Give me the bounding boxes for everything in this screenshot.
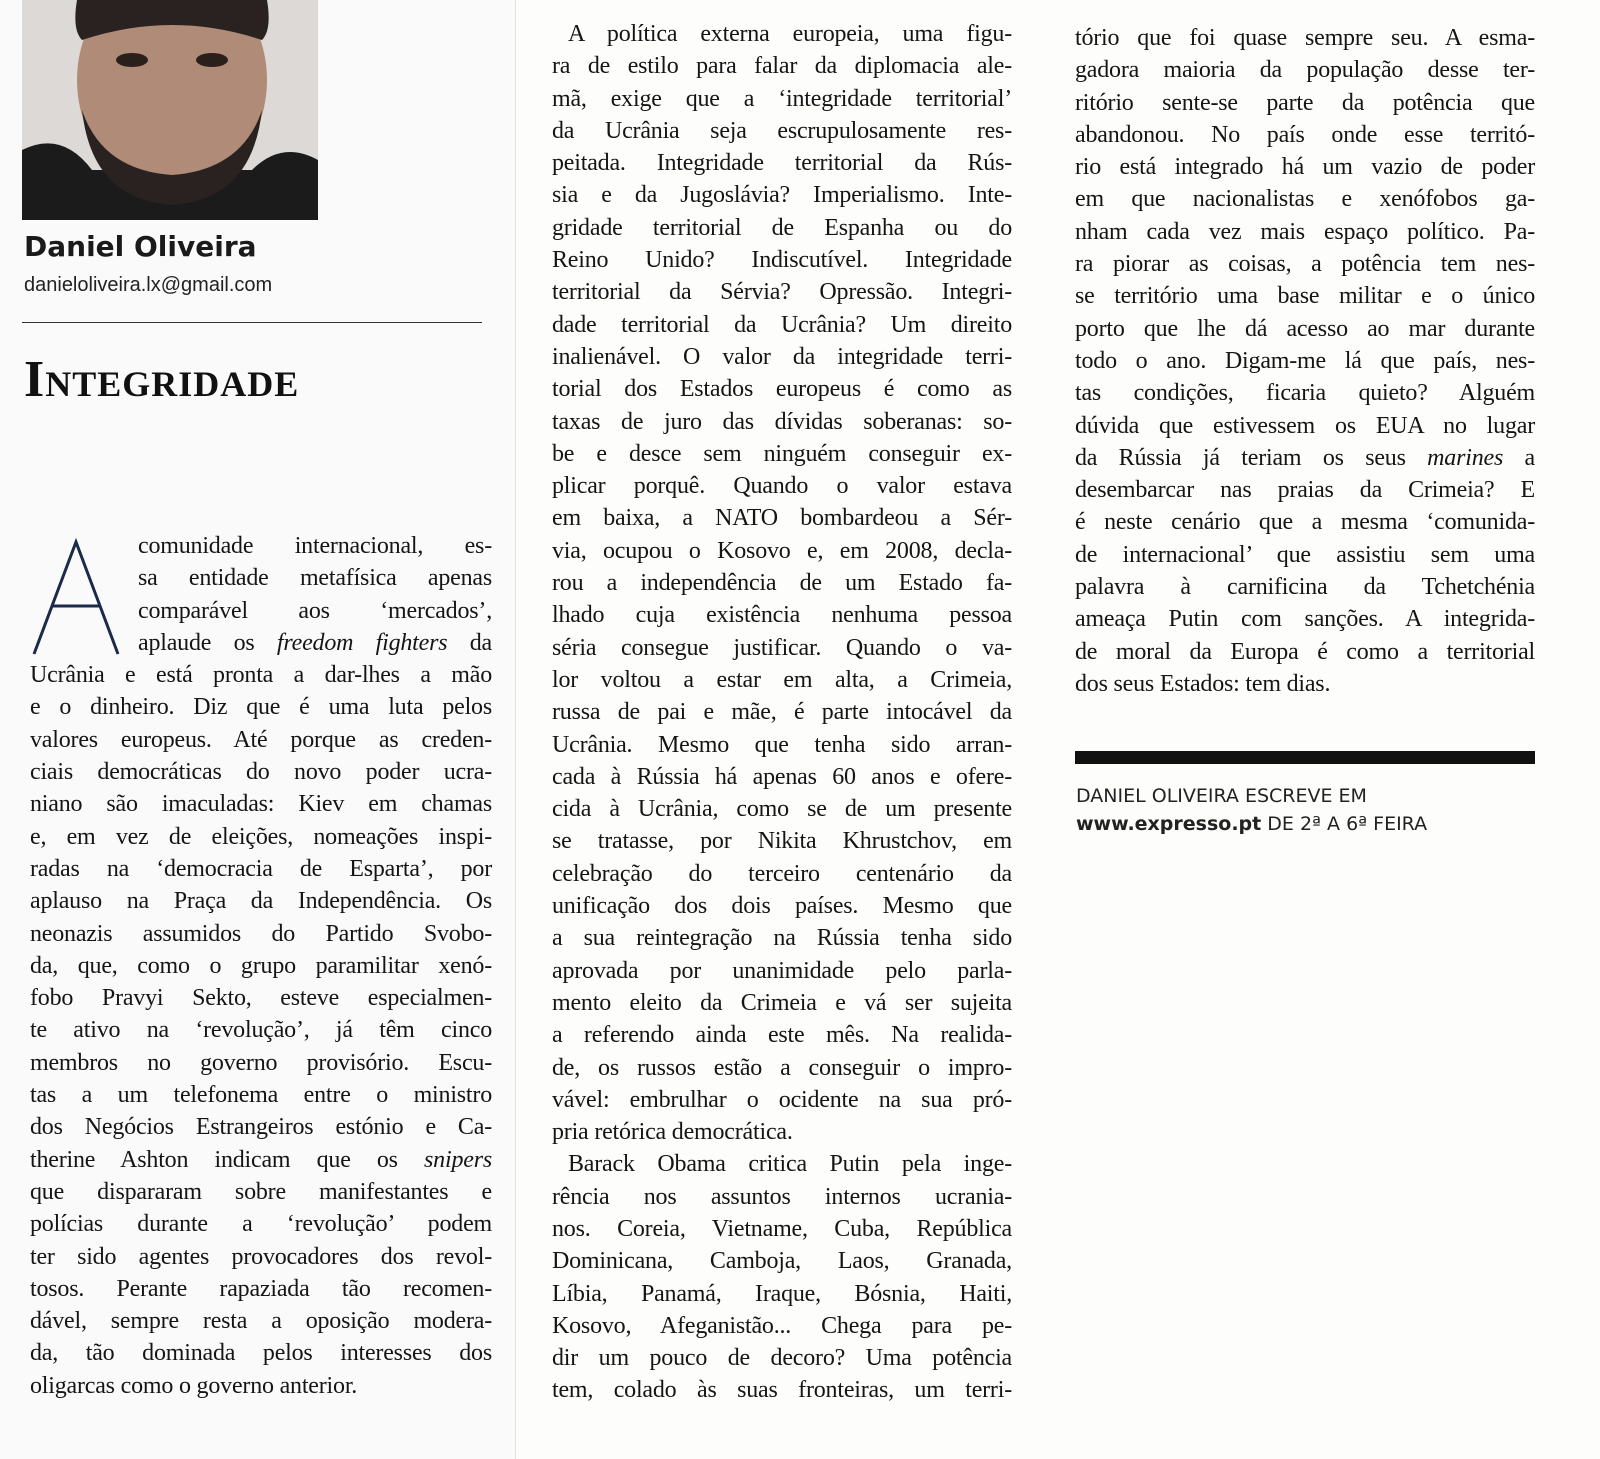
footer-note bbox=[1076, 782, 1427, 838]
text-line: a referendo ainda este mês. Na realida- bbox=[552, 1022, 1012, 1049]
article-column-1 bbox=[30, 530, 492, 1402]
text-line: da Ucrânia seja escrupulosamente res- bbox=[552, 117, 1012, 144]
text-line: aprovada por unanimidade pelo parla- bbox=[552, 957, 1012, 984]
text-line: sa entidade metafísica apenas bbox=[138, 565, 492, 592]
text-line: ameaça Putin com sanções. A integrida- bbox=[1075, 606, 1535, 633]
text-line: aplauso na Praça da Independência. Os bbox=[30, 888, 492, 915]
text-line: tório que foi quase sempre seu. A esma- bbox=[1075, 25, 1535, 51]
text-line: nos. Coreia, Vietname, Cuba, República bbox=[552, 1215, 1012, 1242]
text-line: pria retórica democrática. bbox=[552, 1119, 793, 1146]
italic-term: freedom fighters bbox=[276, 629, 448, 656]
text-line: em que nacionalistas e xenófobos ga- bbox=[1075, 186, 1535, 213]
text-line: é neste cenário que a mesma ‘comunida- bbox=[1075, 509, 1535, 536]
text-line: gridade territorial de Espanha ou do bbox=[552, 214, 1012, 241]
text-line: nham cada vez mais espaço político. Pa- bbox=[1075, 218, 1535, 245]
text-segment: aplaude os bbox=[138, 629, 277, 656]
text-line: de, os russos estão a conseguir o impro- bbox=[552, 1054, 1012, 1081]
text-line: torial dos Estados europeus é como as bbox=[552, 376, 1012, 403]
text-line: a sua reintegração na Rússia tenha sido bbox=[552, 925, 1012, 952]
text-line: mã, exige que a ‘integridade territorial’ bbox=[552, 85, 1012, 112]
article-column-2 bbox=[552, 18, 1012, 1407]
text-line: abandonou. No país onde esse territó- bbox=[1075, 121, 1535, 148]
text-line: Reino Unido? Indiscutível. Integridade bbox=[552, 247, 1012, 274]
text-line: Ucrânia. Mesmo que tenha sido arran- bbox=[552, 731, 1012, 758]
text-line: ra de estilo para falar da diplomacia ale- bbox=[552, 53, 1012, 80]
italic-term: snipers bbox=[424, 1146, 492, 1173]
text-segment: da Rússia já teriam os seus bbox=[1075, 444, 1428, 471]
text-line: palavra à carnificina da Tchetchénia bbox=[1075, 574, 1535, 601]
text-line: dir um pouco de decoro? Uma potência bbox=[552, 1345, 1012, 1372]
headline: Integridade bbox=[24, 351, 300, 408]
text-line: tosos. Perante rapaziada tão recomen- bbox=[30, 1275, 492, 1302]
text-line: polícias durante a ‘revolução’ podem bbox=[30, 1211, 492, 1238]
text-line: rência nos assuntos internos ucrania- bbox=[552, 1183, 1012, 1210]
text-line: russa de pai e mãe, é parte intocável da bbox=[552, 699, 1012, 726]
text-line: gadora maioria da população desse ter- bbox=[1075, 57, 1535, 84]
text-line: neonazis assumidos do Partido Svobo- bbox=[30, 920, 492, 947]
text-line: Barack Obama critica Putin pela inge- bbox=[568, 1151, 1012, 1178]
text-line: em baixa, a NATO bombardeou a Sér- bbox=[552, 505, 1012, 532]
text-line: de internacional’ que assistiu sem uma bbox=[1075, 541, 1535, 568]
text-line: e o dinheiro. Diz que é uma luta pelos bbox=[30, 694, 492, 721]
text-line: vável: embrulhar o ocidente na sua pró- bbox=[552, 1086, 1012, 1113]
text-line: sia e da Jugoslávia? Imperialismo. Inte- bbox=[552, 182, 1012, 209]
text-line: fobo Pravyi Sekto, esteve especialmen- bbox=[30, 985, 492, 1012]
text-line: mento eleito da Crimeia e vá ser sujeita bbox=[552, 989, 1012, 1016]
text-line: ter sido agentes provocadores dos revol- bbox=[30, 1243, 492, 1270]
text-line: tas a um telefonema entre o ministro bbox=[30, 1082, 492, 1109]
text-line: peitada. Integridade territorial da Rús- bbox=[552, 150, 1012, 177]
text-line: radas na ‘democracia de Esparta’, por bbox=[30, 855, 492, 882]
text-line: te ativo na ‘revolução’, já têm cinco bbox=[30, 1017, 492, 1044]
text-line: tas condições, ficaria quieto? Alguém bbox=[1075, 380, 1535, 407]
text-line: Ucrânia e está pronta a dar-lhes a mão bbox=[30, 662, 492, 689]
article-column-3 bbox=[1075, 22, 1535, 700]
text-line: comparável aos ‘mercados’, bbox=[138, 597, 492, 624]
text-line: inalienável. O valor da integridade terri- bbox=[552, 343, 1012, 370]
footer-schedule: DE 2ª A 6ª FEIRA bbox=[1261, 813, 1428, 835]
text-segment: da bbox=[447, 629, 492, 656]
text-line: Líbia, Panamá, Iraque, Bósnia, Haiti, bbox=[552, 1280, 1012, 1307]
text-line bbox=[1075, 442, 1535, 474]
text-line: desembarcar nas praias da Crimeia? E bbox=[1075, 477, 1535, 504]
text-line: comunidade internacional, es- bbox=[138, 533, 492, 559]
author-name: Daniel Oliveira bbox=[24, 230, 257, 263]
text-line: que dispararam sobre manifestantes e bbox=[30, 1178, 492, 1205]
text-line: de moral da Europa é como a territorial bbox=[1075, 638, 1535, 665]
text-line: niano são imaculadas: Kiev em chamas bbox=[30, 791, 492, 818]
text-line: ritório sente-se parte da potência que bbox=[1075, 89, 1535, 116]
footer-line1: DANIEL OLIVEIRA ESCREVE EM bbox=[1076, 785, 1367, 807]
text-line: tem, colado às suas fronteiras, um terri- bbox=[552, 1377, 1012, 1404]
text-line: dos seus Estados: tem dias. bbox=[1075, 670, 1331, 697]
footer-rule bbox=[1075, 751, 1535, 764]
text-line: da, que, como o grupo paramilitar xenó- bbox=[30, 952, 492, 979]
text-line: territorial da Sérvia? Opressão. Integri- bbox=[552, 279, 1012, 306]
text-line: porto que lhe dá acesso ao mar durante bbox=[1075, 315, 1535, 342]
text-line: ra piorar as coisas, a potência tem nes- bbox=[1075, 251, 1535, 278]
text-line: rou a independência de um Estado fa- bbox=[552, 570, 1012, 597]
text-line: se tratasse, por Nikita Khrustchov, em bbox=[552, 828, 1012, 855]
text-line: se território uma base militar e o único bbox=[1075, 283, 1535, 310]
text-line: celebração do terceiro centenário da bbox=[552, 860, 1012, 887]
divider bbox=[22, 322, 482, 323]
text-line: dos Negócios Estrangeiros estónio e Ca- bbox=[30, 1114, 492, 1141]
text-line: Kosovo, Afeganistão... Chega para pe- bbox=[552, 1312, 1012, 1339]
text-line bbox=[30, 627, 492, 659]
text-line: da, tão dominada pelos interesses dos bbox=[30, 1340, 492, 1367]
footer-site-link[interactable]: www.expresso.pt bbox=[1076, 813, 1262, 835]
text-line: plicar porquê. Quando o valor estava bbox=[552, 473, 1012, 500]
text-line: cada à Rússia há apenas 60 anos e ofere- bbox=[552, 763, 1012, 790]
text-segment: a bbox=[1503, 444, 1535, 471]
text-line: rio está integrado há um vazio de poder bbox=[1075, 154, 1535, 181]
text-line: dade territorial da Ucrânia? Um direito bbox=[552, 311, 1012, 338]
text-line: ciais democráticas do novo poder ucra- bbox=[30, 759, 492, 786]
text-line: dúvida que estivessem os EUA no lugar bbox=[1075, 412, 1535, 439]
text-line: taxas de juro das dívidas soberanas: so- bbox=[552, 408, 1012, 435]
text-line: unificação dos dois países. Mesmo que bbox=[552, 893, 1012, 920]
text-line: Dominicana, Camboja, Laos, Granada, bbox=[552, 1248, 1012, 1275]
text-line: A política externa europeia, uma figu- bbox=[568, 21, 1012, 47]
text-line: via, ocupou o Kosovo e, em 2008, decla- bbox=[552, 537, 1012, 564]
text-segment: therine Ashton indicam que os bbox=[30, 1146, 425, 1173]
text-line: lor voltou a estar em alta, a Crimeia, bbox=[552, 666, 1012, 693]
text-line: oligarcas como o governo anterior. bbox=[30, 1372, 358, 1399]
author-photo bbox=[22, 0, 318, 220]
text-line bbox=[30, 1144, 492, 1176]
text-line: lhado cuja existência nenhuma pessoa bbox=[552, 602, 1012, 629]
text-line: séria consegue justificar. Quando o va- bbox=[552, 634, 1012, 661]
text-line: valores europeus. Até porque as creden- bbox=[30, 726, 492, 753]
italic-term: marines bbox=[1427, 444, 1504, 471]
text-line: cida à Ucrânia, como se de um presente bbox=[552, 796, 1012, 823]
author-email[interactable]: danieloliveira.lx@gmail.com bbox=[24, 274, 273, 296]
text-line: todo o ano. Digam-me lá que país, nes- bbox=[1075, 347, 1535, 374]
text-line: be e desce sem ninguém conseguir ex- bbox=[552, 440, 1012, 467]
text-line: e, em vez de eleições, nomeações inspi- bbox=[30, 823, 492, 850]
text-line: membros no governo provisório. Escu- bbox=[30, 1049, 492, 1076]
text-line: dável, sempre resta a oposição modera- bbox=[30, 1308, 492, 1335]
